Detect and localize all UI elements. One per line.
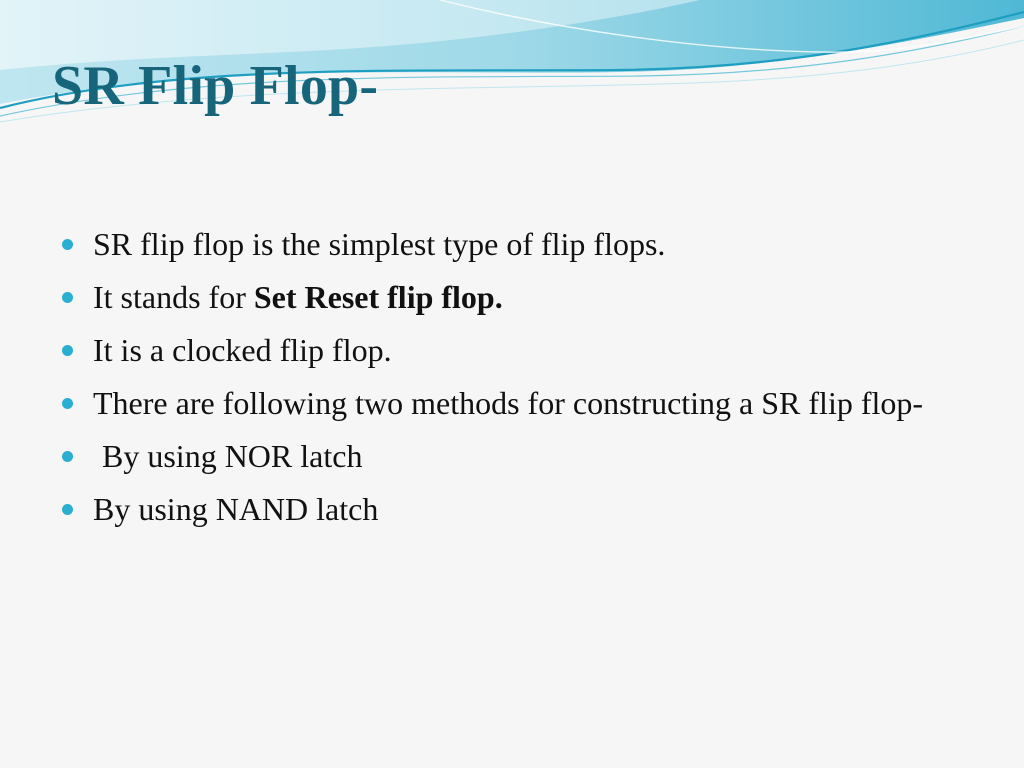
bullet-list [60, 223, 940, 541]
bullet-item [60, 223, 940, 266]
bullet-item [60, 276, 940, 319]
bullet-dot-icon [62, 292, 73, 303]
bullet-text: SR flip flop is the simplest type of flip flops. [93, 226, 666, 262]
bullet-item [60, 329, 940, 372]
bullet-dot-icon [62, 451, 73, 462]
bullet-dot-icon [62, 398, 73, 409]
bullet-text: There are following two methods for constructing a SR flip flop- [93, 385, 924, 421]
bullet-dot-icon [62, 504, 73, 515]
slide-title: SR Flip Flop- [52, 55, 379, 117]
bullet-dot-icon [62, 239, 73, 250]
bullet-text: By using NOR latch [102, 438, 363, 474]
bullet-text: By using NAND latch [93, 491, 379, 527]
bullet-item [60, 435, 940, 478]
bullet-item [60, 382, 940, 425]
bullet-dot-icon [62, 345, 73, 356]
bullet-emphasis: Set Reset flip flop. [253, 279, 503, 315]
bullet-text: It stands for [93, 279, 254, 315]
bullet-text: It is a clocked flip flop. [93, 332, 392, 368]
bullet-item [60, 488, 940, 531]
